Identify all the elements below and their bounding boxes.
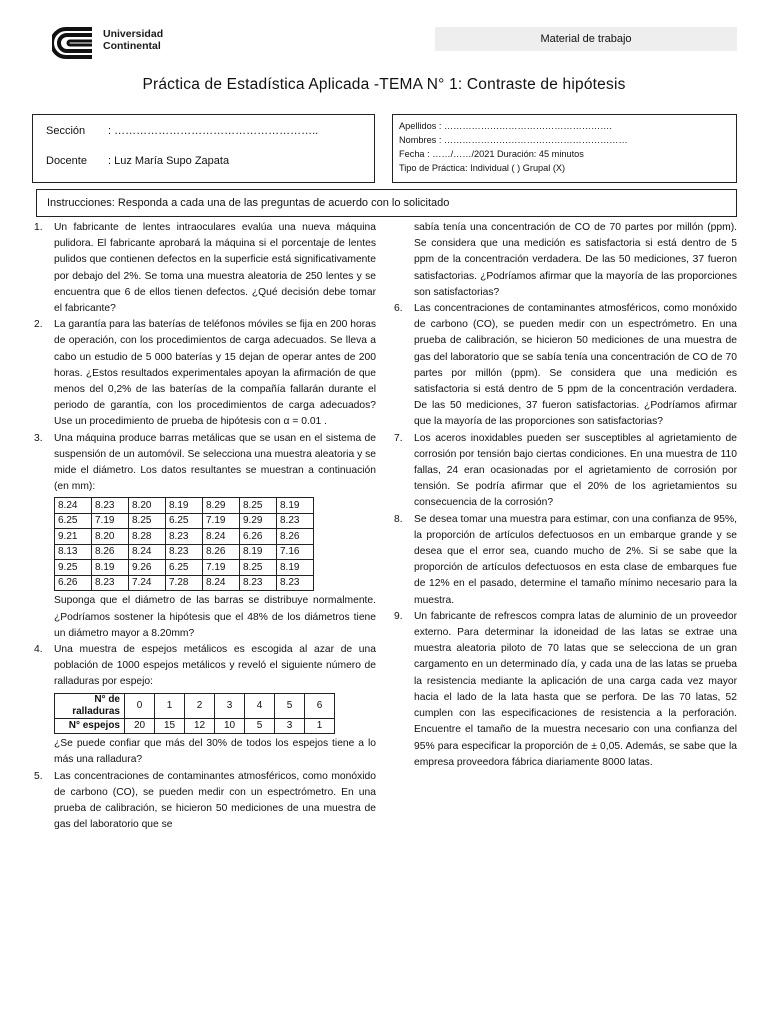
table-cell: 6 bbox=[305, 693, 335, 718]
question-9 bbox=[392, 609, 737, 771]
table-cell: 8.24 bbox=[203, 529, 240, 545]
table-cell: 6.26 bbox=[240, 529, 277, 545]
question-text: Un fabricante de refrescos compra latas de aluminio de un proveedor externo. Para determinar la idoneidad de las latas se extrae una muestra aleatoria piloto de 70 latas que se selecciona de un gran cargamento en un determinado día, y cada una de las latas se prueba la resistencia mediante la aplicación de una carga cada vez mayor hacia el lado de la lata hasta que se perfora. De las 70 latas, 52 cumplen con las especificaciones de resistencia a la perforación. Encuentre el tamaño de la muestra necesario con una confianza del 95% para especificar la proporción de ± 0,05. Además, se sabe que la empresa proveedora fábrica diariamente 8000 latas. bbox=[414, 610, 737, 768]
table-cell: 9.25 bbox=[55, 560, 92, 576]
question-text: Un fabricante de lentes intraoculares evalúa una nueva máquina pulidora. El fabricante aprobará la máquina si el porcentaje de lentes pulidos que contienen defectos en la superficie está significativamente por debajo del 2%. Se toma una muestra aleatoria de 250 lentes y se encuentra que 6 de ellos tienen defectos. ¿Qué decisión debe tomar el fabricante? bbox=[54, 222, 376, 315]
table-cell: 3 bbox=[275, 718, 305, 734]
table-row bbox=[55, 529, 314, 545]
university-line1: Universidad bbox=[103, 28, 164, 40]
table-cell: 9.21 bbox=[55, 529, 92, 545]
question-text: La garantía para las baterías de teléfonos móviles se fija en 200 horas de operación, con los procedimientos de carga adecuados. Se lleva a cabo un estudio de 5 000 baterías y 15 dejan de operar antes de 200 horas. ¿Estos resultados experimentales apoyan la afirmación de que menos del 0,2% de las baterías de la compañía fallarán durante el periodo de garantía, con los procedimientos de carga adecuados? Use un procedimiento de prueba de hipótesis con α = 0.01 . bbox=[54, 319, 376, 428]
table-cell: 8.23 bbox=[166, 529, 203, 545]
table-cell: 0 bbox=[125, 693, 155, 718]
table-cell: 3 bbox=[215, 693, 245, 718]
table-cell: 7.24 bbox=[129, 575, 166, 591]
question-3 bbox=[32, 431, 376, 496]
table-cell: 8.28 bbox=[129, 529, 166, 545]
table-cell: 8.23 bbox=[92, 575, 129, 591]
table-cell: 8.19 bbox=[240, 544, 277, 560]
nombres-field: Nombres : …………………………………………………… bbox=[399, 135, 628, 145]
table-cell: 7.19 bbox=[92, 513, 129, 529]
table-cell: 8.25 bbox=[240, 560, 277, 576]
table-cell: 8.19 bbox=[277, 498, 314, 514]
table-cell: 8.23 bbox=[166, 544, 203, 560]
question-4 bbox=[32, 642, 376, 691]
table-cell: 8.29 bbox=[203, 498, 240, 514]
question-8 bbox=[392, 512, 737, 609]
table-cell: 9.29 bbox=[240, 513, 277, 529]
table-cell: 5 bbox=[245, 718, 275, 734]
left-column bbox=[32, 220, 376, 833]
question-1 bbox=[32, 220, 376, 317]
table-cell: 2 bbox=[185, 693, 215, 718]
table-row bbox=[55, 544, 314, 560]
table-cell: 12 bbox=[185, 718, 215, 734]
table-cell: 8.20 bbox=[92, 529, 129, 545]
apellidos-field: Apellidos : ………………………………………………. bbox=[399, 121, 612, 131]
row-header: N° de ralladuras bbox=[55, 693, 125, 718]
question-number: 1. bbox=[34, 222, 43, 233]
table-cell: 8.19 bbox=[277, 560, 314, 576]
table-cell: 6.25 bbox=[166, 513, 203, 529]
table-row bbox=[55, 575, 314, 591]
question-number: 7. bbox=[394, 432, 403, 444]
table-cell: 8.23 bbox=[277, 513, 314, 529]
question-text: Una muestra de espejos metálicos es escogida al azar de una población de 1000 espejos metálicos y reveló el siguiente número de ralladuras por espejo: bbox=[54, 644, 376, 688]
right-column bbox=[392, 220, 737, 771]
table-cell: 5 bbox=[275, 693, 305, 718]
table-cell: 1 bbox=[305, 718, 335, 734]
table-row bbox=[55, 560, 314, 576]
seccion-label: Sección bbox=[46, 125, 86, 137]
table-cell: 8.23 bbox=[277, 575, 314, 591]
table-cell: 8.25 bbox=[240, 498, 277, 514]
university-name bbox=[103, 28, 163, 52]
docente-label: Docente bbox=[46, 155, 87, 167]
scratches-table bbox=[54, 693, 335, 735]
table-row bbox=[55, 498, 314, 514]
table-cell: 6.25 bbox=[55, 513, 92, 529]
tipo-practica-field: Tipo de Práctica: Individual ( ) Grupal (X) bbox=[399, 163, 566, 173]
table-cell: 8.26 bbox=[92, 544, 129, 560]
question-number: 3. bbox=[34, 432, 43, 444]
page-title: Práctica de Estadística Aplicada -TEMA N° 1: Contraste de hipótesis bbox=[142, 76, 626, 93]
table-cell: 10 bbox=[215, 718, 245, 734]
question-number: 6. bbox=[394, 303, 403, 315]
table-cell: 9.26 bbox=[129, 560, 166, 576]
question-4-followup: ¿Se puede confiar que más del 30% de todos los espejos tiene a lo más una ralladura? bbox=[54, 738, 376, 766]
question-7 bbox=[392, 431, 737, 512]
table-row bbox=[55, 513, 314, 529]
table-cell: 8.20 bbox=[129, 498, 166, 514]
table-cell: 6.25 bbox=[166, 560, 203, 576]
table-cell: 7.28 bbox=[166, 575, 203, 591]
question-5-continuation: sabía tenía una concentración de CO de 70 partes por millón (ppm). Se considera que una medición es satisfactoria si está dentro de 5 ppm de la concentración verdadera. De las 50 mediciones, 37 fueron satisfactorias. ¿Podríamos afirmar que la mayoría de las proporciones son satisfactorias? bbox=[414, 222, 737, 298]
question-text: Las concentraciones de contaminantes atmosféricos, como monóxido de carbono (CO), se pueden medir con un espectrómetro. En una prueba de calibración, se hicieron 50 mediciones de una muestra de gas del laboratorio que se bbox=[54, 770, 376, 831]
row-header: N° espejos bbox=[55, 718, 125, 734]
table-cell: 8.19 bbox=[92, 560, 129, 576]
table-cell: 7.16 bbox=[277, 544, 314, 560]
info-box-left bbox=[32, 114, 375, 183]
table-cell: 8.26 bbox=[277, 529, 314, 545]
question-2 bbox=[32, 317, 376, 430]
table-cell: 8.26 bbox=[203, 544, 240, 560]
table-cell: 1 bbox=[155, 693, 185, 718]
material-label: Material de trabajo bbox=[435, 27, 737, 51]
question-text: Una máquina produce barras metálicas que se usan en el sistema de suspensión de un automóvil. Se selecciona una muestra aleatoria y se mide el diámetro. Los datos resultantes se muestran a continuación (en mm): bbox=[54, 432, 376, 493]
question-text: Las concentraciones de contaminantes atmosféricos, como monóxido de carbono (CO), se pueden medir con un espectrómetro. En una prueba de calibración, se hicieron 50 mediciones de una muestra de gas del laboratorio que se sabía tenía una concentración de CO de 70 partes por millón (ppm). Se considera que una medición es satisfactoria si está dentro de 5 ppm de la concentración verdadera. De las 50 mediciones, 37 fueron satisfactorias. ¿Podríamos afirmar que la mayoría de las proporciones son satisfactorias? bbox=[414, 303, 737, 428]
table-cell: 8.23 bbox=[92, 498, 129, 514]
university-line2: Continental bbox=[103, 40, 161, 52]
table-cell: 6.26 bbox=[55, 575, 92, 591]
diameter-table bbox=[54, 497, 314, 591]
question-number: 2. bbox=[34, 319, 43, 331]
instructions: Instrucciones: Responda a cada una de las preguntas de acuerdo con lo solicitado bbox=[36, 189, 737, 217]
table-cell: 7.19 bbox=[203, 513, 240, 529]
table-cell: 8.24 bbox=[203, 575, 240, 591]
fecha-field: Fecha : ……/……/2021 Duración: 45 minutos bbox=[399, 149, 584, 159]
table-cell: 8.24 bbox=[55, 498, 92, 514]
question-6 bbox=[392, 301, 737, 431]
question-text: Los aceros inoxidables pueden ser susceptibles al agrietamiento de corrosión por tensión bajo ciertas condiciones. En una muestra de 110 fallas, 24 eran ocasionadas por el agrietamiento de corrosión por tensión. Se podría afirmar que el 20% de los agrietamientos su consecuencia de la corrosión? bbox=[414, 432, 737, 509]
table-cell: 8.25 bbox=[129, 513, 166, 529]
table-cell: 8.24 bbox=[129, 544, 166, 560]
question-number: 9. bbox=[394, 610, 403, 622]
question-number: 4. bbox=[34, 644, 43, 656]
table-cell: 8.23 bbox=[240, 575, 277, 591]
question-5 bbox=[32, 769, 376, 834]
question-text: Se desea tomar una muestra para estimar, con una confianza de 95%, la proporción de artículos defectuosos en un embarque grande y se desea que el error sea, cuando mucho de 2%. Si se sabe que la proporción de artículos defectuosos en esta clase de embarques fue de 12% en el pasado, determine el tamaño mínimo necesario para la muestra. bbox=[414, 513, 737, 606]
question-3-followup: Suponga que el diámetro de las barras se distribuye normalmente. ¿Podríamos sostener la hipótesis que el 48% de los diámetros tiene un diámetro mayor a 8.20mm? bbox=[54, 595, 376, 639]
table-cell: 7.19 bbox=[203, 560, 240, 576]
table-cell: 20 bbox=[125, 718, 155, 734]
table-cell: 15 bbox=[155, 718, 185, 734]
table-cell: 4 bbox=[245, 693, 275, 718]
docente-value: : Luz María Supo Zapata bbox=[108, 155, 230, 167]
table-cell: 8.13 bbox=[55, 544, 92, 560]
info-box-right bbox=[392, 114, 737, 183]
question-number: 8. bbox=[394, 513, 403, 525]
table-cell: 8.19 bbox=[166, 498, 203, 514]
question-number: 5. bbox=[34, 770, 43, 782]
seccion-value: : ……………………………………………….. bbox=[108, 125, 319, 137]
